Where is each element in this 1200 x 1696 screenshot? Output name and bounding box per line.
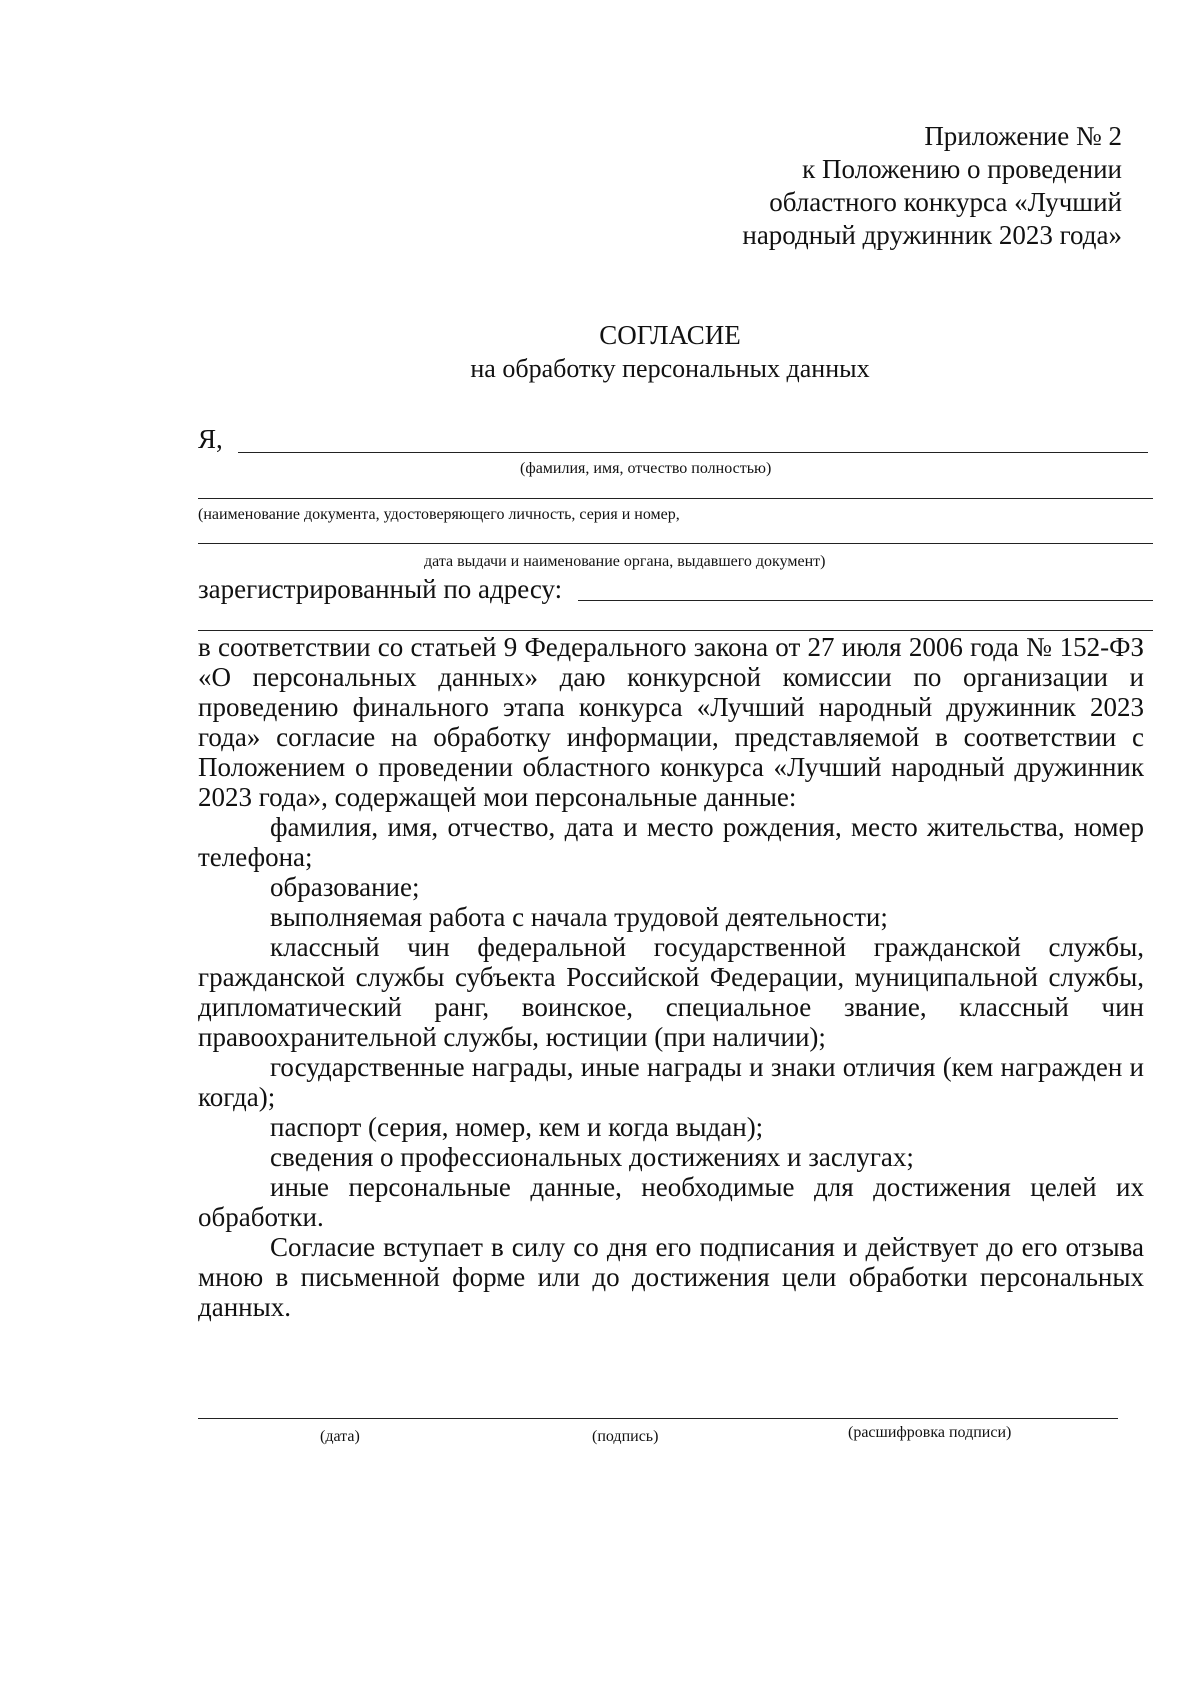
list-item: сведения о профессиональных достижениях и заслугах; [270,1142,914,1172]
annex-line-1: Приложение № 2 [924,121,1122,151]
document-title: СОГЛАСИЕ [599,320,741,350]
annex-line-3: областного конкурса «Лучший [769,187,1122,217]
list-item: образование; [270,872,420,902]
address-line[interactable] [578,600,1153,601]
issue-caption: дата выдачи и наименование органа, выдавшего документ) [424,553,826,570]
identity-doc-caption: (наименование документа, удостоверяющего личность, серия и номер, [198,506,680,523]
list-item: паспорт (серия, номер, кем и когда выдан); [270,1112,764,1142]
address-label: зарегистрированный по адресу: [198,574,563,604]
address-line-2[interactable] [198,630,1153,631]
list-item: фамилия, имя, отчество, дата и место рождения, место жительства, номер телефона; [198,812,1144,872]
list-item: классный чин федеральной государственной гражданской службы, гражданской службы субъекта Российской Федерации, муниципальной службы, дипломатический ранг, воинское, специальное звание, классный чин правоохранительной службы, юстиции (при наличии); [198,932,1144,1052]
list-item: государственные награды, иные награды и знаки отличия (кем награжден и когда); [198,1052,1144,1112]
signature-decode-caption: (расшифровка подписи) [848,1424,1012,1441]
issue-line[interactable] [198,543,1153,544]
signature-caption: (подпись) [592,1428,659,1445]
list-item: выполняемая работа с начала трудовой деятельности; [270,902,888,932]
date-caption: (дата) [320,1428,360,1445]
consent-body [198,632,1144,1322]
annex-header [742,120,1122,252]
consent-closing: Согласие вступает в силу со дня его подписания и действует до его отзыва мною в письменной форме или до достижения цели обработки персональных данных. [198,1232,1144,1322]
fio-line[interactable] [238,452,1148,453]
consent-intro: в соответствии со статьей 9 Федерального закона от 27 июля 2006 года № 152-ФЗ «О персональных данных» даю конкурсной комиссии по организации и проведению финального этапа конкурса «Лучший народный дружинник 2023 года» согласие на обработку информации, представляемой в соответствии с Положением о проведении областного конкурса «Лучший народный дружинник 2023 года», содержащей мои персональные данные: [198,632,1144,812]
list-item: иные персональные данные, необходимые для достижения целей их обработки. [198,1172,1144,1232]
annex-line-4: народный дружинник 2023 года» [742,220,1122,250]
annex-line-2: к Положению о проведении [802,154,1122,184]
identity-doc-line[interactable] [198,498,1153,499]
i-label: Я, [198,424,223,454]
document-subtitle: на обработку персональных данных [470,354,870,383]
fio-caption: (фамилия, имя, отчество полностью) [520,460,772,477]
signature-line[interactable] [198,1418,1118,1419]
